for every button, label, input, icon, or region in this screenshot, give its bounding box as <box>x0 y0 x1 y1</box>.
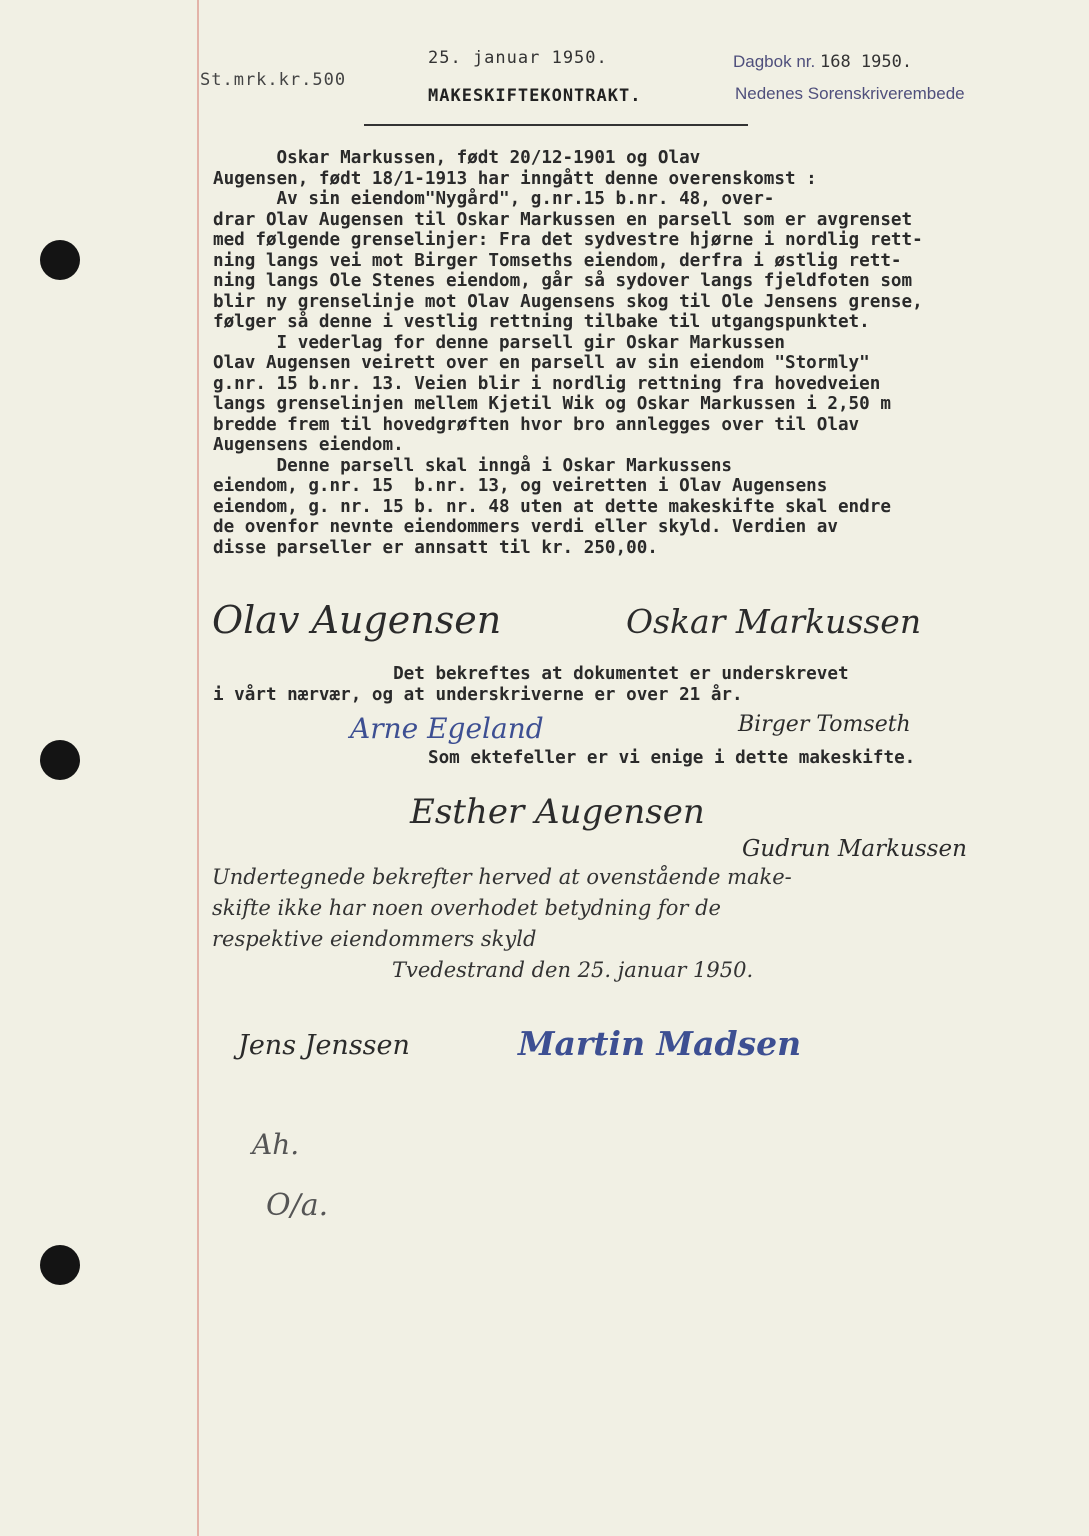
body-line: eiendom, g.nr. 15 b.nr. 13, og veiretten i Olav Augensens <box>213 476 828 496</box>
body-line: Augensen, født 18/1-1913 har inngått denne overenskomst : <box>213 168 817 189</box>
attestation <box>213 664 1043 706</box>
body-line: drar Olav Augensen til Oskar Markussen en parsell som er avgrenset <box>213 209 913 230</box>
handwritten-note <box>212 862 1032 986</box>
body-line: blir ny grenselinje mot Olav Augensens skog til Ole Jensens grense, <box>213 291 923 312</box>
initials-bottom: O/a. <box>266 1188 329 1223</box>
body-line: bredde frem til hovedgrøften hvor bro annlegges over til Olav <box>213 414 860 435</box>
contract-body <box>213 148 1043 558</box>
body-line: disse parseller er annsatt til kr. 250,00. <box>213 537 658 558</box>
body-line: ning langs Ole Stenes eiendom, går så sydover langs fjeldfoten som <box>213 271 913 291</box>
body-line: de ovenfor nevnte eiendommers verdi eller skyld. Verdien av <box>213 517 838 537</box>
official-signature-jens-jenssen: Jens Jenssen <box>238 1030 410 1061</box>
punch-hole <box>40 740 80 780</box>
witness-signature-right: Birger Tomseth <box>738 712 911 737</box>
body-line: Augensens eiendom. <box>213 435 404 455</box>
margin-rule <box>197 0 199 1536</box>
note-line: skifte ikke har noen overhodet betydning for de <box>212 896 721 920</box>
spouse-signature-gudrun: Gudrun Markussen <box>742 836 967 862</box>
punch-hole <box>40 240 80 280</box>
title-underline <box>364 124 748 126</box>
punch-hole <box>40 1245 80 1285</box>
spouse-consent: Som ektefeller er vi enige i dette makeskifte. <box>428 748 916 768</box>
office-stamp: Nedenes Sorenskriverembede <box>735 84 965 103</box>
journal-number: 168 1950. <box>819 52 913 72</box>
body-line: langs grenselinjen mellem Kjetil Wik og Oskar Markussen i 2,50 m <box>213 394 891 414</box>
note-line: Tvedestrand den 25. januar 1950. <box>392 958 754 982</box>
body-line: ning langs vei mot Birger Tomseths eiendom, derfra i østlig rett- <box>213 250 902 271</box>
body-line: Denne parsell skal inngå i Oskar Markussens <box>213 455 733 476</box>
body-line: eiendom, g. nr. 15 b. nr. 48 uten at dette makeskifte skal endre <box>213 496 891 517</box>
official-signature-martin-madsen: Martin Madsen <box>518 1024 802 1063</box>
note-line: respektive eiendommers skyld <box>212 927 537 951</box>
attestation-line: Det bekreftes at dokumentet er underskrevet <box>213 664 849 684</box>
body-line: g.nr. 15 b.nr. 13. Veien blir i nordlig rettning fra hovedveien <box>213 373 881 394</box>
body-line: Av sin eiendom"Nygård", g.nr.15 b.nr. 48, over- <box>213 189 775 209</box>
journal-label: Dagbok nr. <box>733 52 816 71</box>
spouse-signature-esther: Esther Augensen <box>410 792 705 832</box>
witness-signature-left: Arne Egeland <box>350 712 544 745</box>
document-date: 25. januar 1950. <box>428 48 608 68</box>
attestation-line: i vårt nærvær, og at underskriverne er over 21 år. <box>213 685 743 705</box>
signature-oskar-markussen: Oskar Markussen <box>626 602 922 641</box>
document-title: MAKESKIFTEKONTRAKT. <box>428 86 642 106</box>
body-line: med følgende grenselinjer: Fra det sydvestre hjørne i nordlig rett- <box>213 230 923 250</box>
stamp-duty-mark: St.mrk.kr.500 <box>200 70 347 90</box>
initials-top: Ah. <box>252 1128 300 1161</box>
signature-olav-augensen: Olav Augensen <box>212 598 502 642</box>
note-line: Undertegnede bekrefter herved at ovenstående make- <box>212 865 792 889</box>
body-line: Olav Augensen veirett over en parsell av sin eiendom "Stormly" <box>213 353 870 373</box>
journal-stamp <box>733 52 912 72</box>
body-line: følger så denne i vestlig rettning tilbake til utgangspunktet. <box>213 312 870 332</box>
body-line: Oskar Markussen, født 20/12-1901 og Olav <box>213 148 701 168</box>
body-line: I vederlag for denne parsell gir Oskar Markussen <box>213 332 785 353</box>
